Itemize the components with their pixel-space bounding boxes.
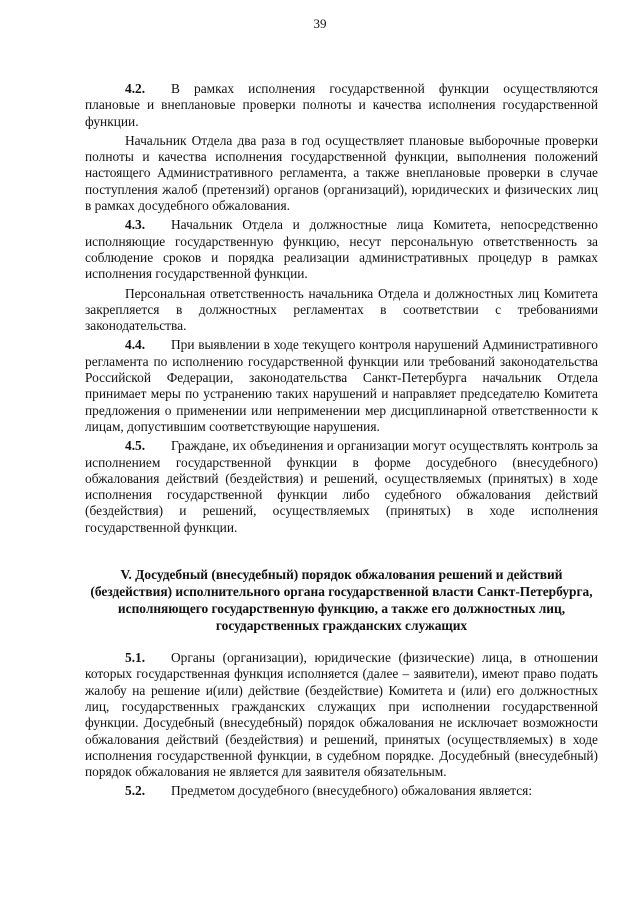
clause-number: 4.2. [125,81,146,96]
paragraph-text: Персональная ответственность начальника Отдела и должностных лиц Комитета закрепляется в должностных регламентах в соответствии с требованиями законодательства. [85,285,598,334]
paragraph-4-4 [85,337,598,435]
paragraph-4-3 [85,217,598,282]
clause-number: 5.1. [125,650,146,666]
paragraph-5-2 [85,783,598,799]
paragraph-text: Предметом досудебного (внесудебного) обжалования является: [171,783,533,799]
clause-number: 4.3. [125,217,146,233]
paragraph-text: Начальник Отдела два раза в год осуществляет плановые выборочные проверки полноты и качества исполнения государственной функции, выполнения положений настоящего Административного регламента, а также внеплановые проверки в случае поступления жалоб (претензий) органов (организаций), юридических и физических лиц в рамках досудебного обжалования. [85,132,598,214]
paragraph-4-2-cont [85,133,598,214]
paragraph-text: В рамках исполнения государственной функции осуществляются плановые и внеплановые проверки полноты и качества исполнения государственной функции. [85,81,598,129]
clause-number: 4.5. [125,438,146,454]
page-number: 39 [313,16,327,31]
section-heading: V. Досудебный (внесудебный) порядок обжалования решений и действий (бездействия) исполнительного органа государственной власти Санкт-Петербурга, исполняющего государственную функцию, а также его должностных лиц, государственных гражданских служащих [90,567,593,634]
paragraph-text: Органы (организации), юридические (физические) лица, в отношении которых государственная функция исполняется (далее – заявители), имеют право подать жалобу на решение и(или) действие (бездействие) Комитета и (или) его должностных лиц, государственных гражданских служащих при исполнении государственной функции. Досудебный (внесудебный) порядок обжалования не исключает возможности обжалования действий (бездействия) и решений, принятых (осуществляемых) в ходе исполнения государственной функции, в судебном порядке. Досудебный (внесудебный) порядок обжалования не является для заявителя обязательным. [85,650,598,780]
paragraph-4-3-cont [85,286,598,335]
document-body [85,81,598,800]
clause-number: 4.4. [125,337,146,353]
paragraph-4-5 [85,438,598,536]
paragraph-4-2 [85,81,598,130]
paragraph-text: Начальник Отдела и должностные лица Комитета, непосредственно исполняющие государственную функцию, несут персональную ответственность за соблюдение сроков и порядка реализации административных процедур в рамках исполнения государственной функции. [85,217,598,282]
paragraph-text: При выявлении в ходе текущего контроля нарушений Административного регламента по исполнению государственной функции или требований законодательства Российской Федерации, законодательства Санкт-Петербурга начальник Отдела принимает меры по устранению таких нарушений и направляет председателю Комитета предложения о применении или неприменении мер дисциплинарной ответственности к лицам, допустившим соответствующие нарушения. [85,337,598,434]
clause-number: 5.2. [125,783,146,799]
paragraph-text: Граждане, их объединения и организации могут осуществлять контроль за исполнением государственной функции в форме досудебного (внесудебного) обжалования действий (бездействия) и решений, осуществляемых (принятых) в ходе исполнения государственной функции либо судебного обжалования действий (бездействия) и решений, осуществляемых (принятых) в ходе исполнения государственной функции. [85,438,598,535]
paragraph-5-1 [85,650,598,780]
